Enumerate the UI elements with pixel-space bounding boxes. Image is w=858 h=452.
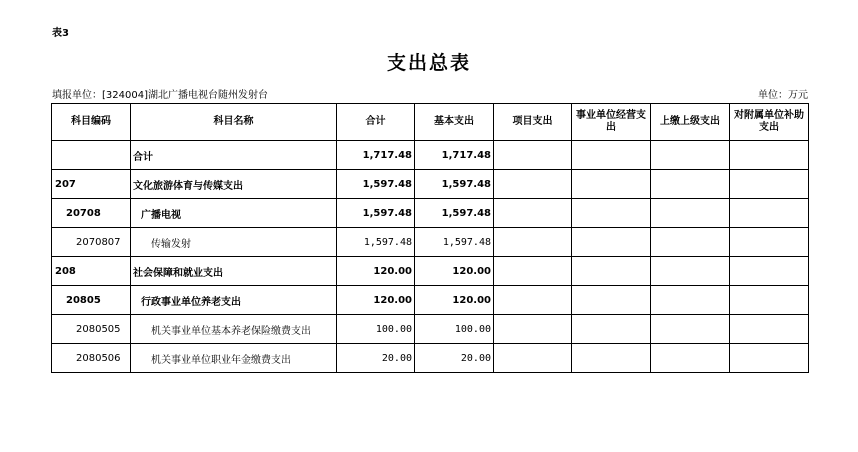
row-business: [572, 228, 651, 257]
row-subsidy: [730, 315, 809, 344]
row-project: [494, 344, 572, 373]
row-project: [494, 199, 572, 228]
expenditure-table: [51, 103, 809, 373]
row-name: 社会保障和就业支出: [131, 257, 337, 286]
row-upper: [651, 286, 730, 315]
row-business: [572, 199, 651, 228]
header-code: 科目编码: [52, 104, 131, 141]
row-basic: 120.00: [415, 286, 494, 315]
row-basic: 100.00: [415, 315, 494, 344]
header-project: 项目支出: [494, 104, 572, 141]
row-basic: 1,597.48: [415, 228, 494, 257]
header-upper: 上缴上级支出: [651, 104, 730, 141]
row-upper: [651, 141, 730, 170]
row-code: 207: [52, 170, 131, 199]
row-total: 20.00: [337, 344, 415, 373]
row-business: [572, 315, 651, 344]
row-basic: 20.00: [415, 344, 494, 373]
row-total: 1,597.48: [337, 170, 415, 199]
row-upper: [651, 344, 730, 373]
row-subsidy: [730, 228, 809, 257]
row-project: [494, 257, 572, 286]
row-name: 广播电视: [131, 199, 337, 228]
row-upper: [651, 228, 730, 257]
row-subsidy: [730, 286, 809, 315]
row-total: 1,597.48: [337, 199, 415, 228]
table-row: [52, 199, 809, 228]
header-business: 事业单位经营支出: [572, 104, 651, 141]
row-subsidy: [730, 257, 809, 286]
row-code: 20805: [52, 286, 131, 315]
row-project: [494, 141, 572, 170]
row-total: 120.00: [337, 286, 415, 315]
row-project: [494, 170, 572, 199]
row-total: 120.00: [337, 257, 415, 286]
table-row: [52, 141, 809, 170]
row-subsidy: [730, 141, 809, 170]
row-basic: 1,717.48: [415, 141, 494, 170]
currency-unit: 单位：万元: [758, 90, 808, 101]
row-code: 2070807: [52, 228, 131, 257]
row-name: 传输发射: [131, 228, 337, 257]
row-business: [572, 257, 651, 286]
header-subsidy: 对附属单位补助支出: [730, 104, 809, 141]
table-number: 表3: [52, 28, 69, 39]
page-title: 支出总表: [386, 52, 471, 74]
row-upper: [651, 170, 730, 199]
row-code: 20708: [52, 199, 131, 228]
row-project: [494, 228, 572, 257]
table-row: [52, 344, 809, 373]
row-code: 2080506: [52, 344, 131, 373]
table-row: [52, 286, 809, 315]
row-name: 机关事业单位基本养老保险缴费支出: [131, 315, 337, 344]
row-business: [572, 344, 651, 373]
row-business: [572, 141, 651, 170]
row-upper: [651, 199, 730, 228]
row-subsidy: [730, 170, 809, 199]
row-basic: 120.00: [415, 257, 494, 286]
reporting-unit: 填报单位：[324004]湖北广播电视台随州发射台: [52, 90, 268, 101]
row-basic: 1,597.48: [415, 199, 494, 228]
header-row: [52, 104, 809, 141]
row-upper: [651, 315, 730, 344]
row-name: 行政事业单位养老支出: [131, 286, 337, 315]
row-code: 208: [52, 257, 131, 286]
row-project: [494, 315, 572, 344]
row-project: [494, 286, 572, 315]
row-business: [572, 286, 651, 315]
row-subsidy: [730, 344, 809, 373]
row-business: [572, 170, 651, 199]
row-name: 机关事业单位职业年金缴费支出: [131, 344, 337, 373]
table-row: [52, 315, 809, 344]
row-total: 100.00: [337, 315, 415, 344]
row-code: [52, 141, 131, 170]
header-total: 合计: [337, 104, 415, 141]
row-total: 1,717.48: [337, 141, 415, 170]
row-name: 文化旅游体育与传媒支出: [131, 170, 337, 199]
row-basic: 1,597.48: [415, 170, 494, 199]
row-upper: [651, 257, 730, 286]
table-row: [52, 257, 809, 286]
table-row: [52, 170, 809, 199]
header-basic: 基本支出: [415, 104, 494, 141]
row-code: 2080505: [52, 315, 131, 344]
header-name: 科目名称: [131, 104, 337, 141]
row-name: 合计: [131, 141, 337, 170]
row-subsidy: [730, 199, 809, 228]
table-row: [52, 228, 809, 257]
row-total: 1,597.48: [337, 228, 415, 257]
